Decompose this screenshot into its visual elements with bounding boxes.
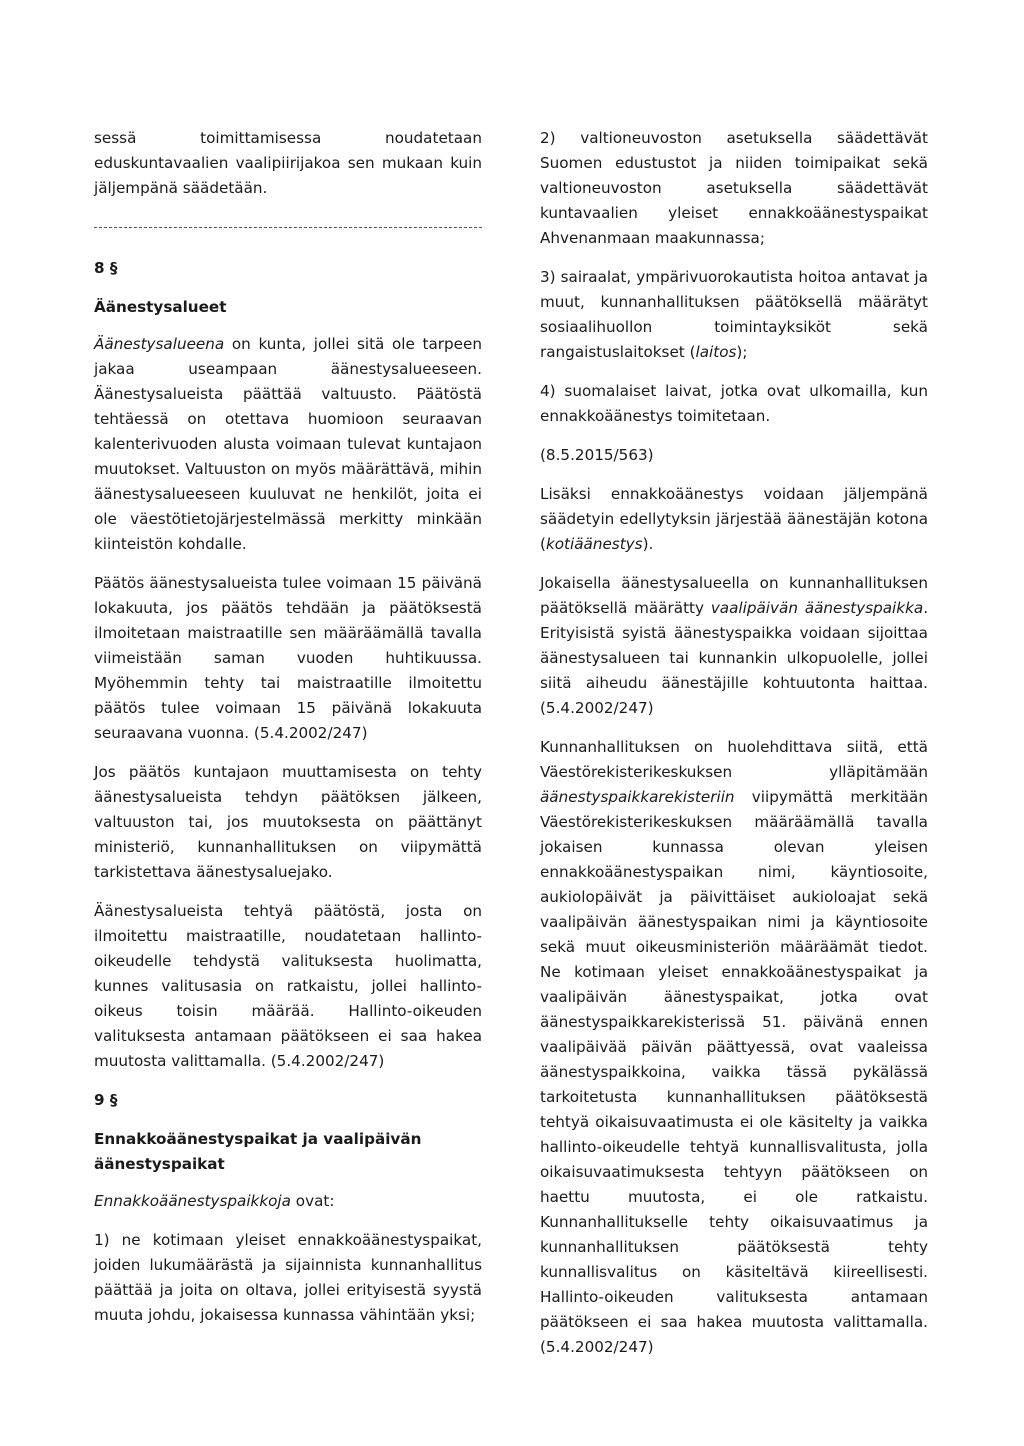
section-8-paragraph-4: Äänestysalueista tehtyä päätöstä, josta on ilmoitettu maistraatille, noudatetaan hallinto-oikeudelle tehdystä valituksesta huolimatta, kunnes valitusasia on ratkaistu, jollei hallinto-oikeus toisin määrää. Hallinto-oikeuden valituksesta antamaan päätökseen ei saa hakea muutosta valittamalla. (5.4.2002/247): [94, 902, 482, 1070]
register-paragraph: [540, 735, 928, 1360]
section-8-paragraph-2: Päätös äänestysalueista tulee voimaan 15 päivänä lokakuuta, jos päätös tehdään ja päätöksestä ilmoitetaan maistraatille sen määräämällä tavalla viimeistään saman vuoden huhtikuussa. Myöhemmin tehty tai maistraatille ilmoitettu päätös tulee voimaan 15 päivänä lokakuuta seuraavana vuonna. (5.4.2002/247): [94, 574, 482, 742]
section-8-paragraph-1-text: on kunta, jollei sitä ole tarpeen jakaa useampaan äänestysalueeseen. Äänestysalueista päättää valtuusto. Päätöstä tehtäessä on otettava huomioon seuraavan kalenterivuoden alusta voimaan tulevat kuntajaon muutokset. Valtuuston on myös määrättävä, mihin äänestysalueeseen kuuluvat ne henkilöt, joita ei ole väestötietojärjestelmässä merkitty minkään kiinteistön kohdalle.: [94, 335, 482, 553]
register-text: Kunnanhallituksen on huolehdittava siitä, että Väestörekisterikeskuksen ylläpitämään: [540, 738, 928, 781]
intro-paragraph: sessä toimittamisessa noudatetaan eduskuntavaalien vaalipiirijakoa sen mukaan kuin jäljempänä säädetään.: [94, 129, 482, 197]
left-column: [94, 126, 482, 1342]
term-aanestysalueena: Äänestysalueena: [94, 335, 225, 353]
section-9-item-4: 4) suomalaiset laivat, jotka ovat ulkomailla, kun ennakkoäänestys toimitetaan.: [540, 382, 928, 425]
term-aanestyspaikkarekisteriin: äänestyspaikkarekisteriin: [540, 788, 735, 806]
right-column: [540, 126, 928, 1374]
home-voting-end: ).: [642, 535, 654, 553]
section-9-item-3: [540, 265, 928, 365]
section-9-intro-text: ovat:: [290, 1192, 335, 1210]
polling-place-paragraph: [540, 571, 928, 721]
term-vaalipaivan-aanestyspaikka: vaalipäivän äänestyspaikka: [710, 599, 924, 617]
section-9-item-1: 1) ne kotimaan yleiset ennakkoäänestyspaikat, joiden lukumäärästä ja sijainnista kunnanhallitus päättää ja joita on oltava, jollei erityisestä syystä muuta johdu, jokaisessa kunnassa vähintään yksi;: [94, 1231, 482, 1324]
home-voting-text: Lisäksi ennakkoäänestys voidaan jäljempänä säädetyin edellytyksin järjestää äänestäjän kotona (: [540, 485, 928, 553]
home-voting-paragraph: [540, 482, 928, 557]
polling-place-text: Jokaisella äänestysalueella on kunnanhallituksen päätöksellä määrätty: [540, 574, 928, 617]
term-kotiaanestys: kotiäänestys: [545, 535, 643, 553]
section-divider: [94, 227, 482, 228]
term-ennakkoaanestyspaikkoja: Ennakkoäänestyspaikkoja: [94, 1192, 291, 1210]
register-rest: viipymättä merkitään Väestörekisterikeskuksen määräämällä tavalla jokaisen kunnassa olevan yleisen ennakkoäänestyspaikan nimi, käyntiosoite, aukiolopäivät ja päivittäiset aukioloajat sekä vaalipäivän äänestyspaikan nimi ja käyntiosoite sekä muut oikeusministeriön määräämät tiedot. Ne kotimaan yleiset ennakkoäänestyspaikat ja vaalipäivän äänestyspaikat, jotka ovat äänestyspaikkarekisterissä 51. päivänä ennen vaalipäivää päivän päättyessä, ovat vaaleissa äänestyspaikkoina, vaikka tässä pykälässä tarkoitetusta kunnanhallituksen päätöksestä tehtyä oikaisuvaatimusta ei ole käsitelty ja vaikka hallinto-oikeudelle tehtyä kunnallisvalitusta, jolla oikaisuvaatimuksesta tehtyyn päätökseen on haettu muutosta, ei ole ratkaistu. Kunnanhallitukselle tehty oikaisuvaatimus ja kunnanhallituksen päätöksestä tehty kunnallisvalitus on käsiteltävä kiireellisesti. Hallinto-oikeuden valituksesta antamaan päätökseen ei saa hakea muutosta valittamalla. (5.4.2002/247): [540, 788, 928, 1356]
term-laitos: laitos: [695, 343, 737, 361]
amendment-reference: (8.5.2015/563): [540, 446, 654, 464]
section-9-item-2: 2) valtioneuvoston asetuksella säädettävät Suomen edustustot ja niiden toimipaikat sekä valtioneuvoston asetuksella säädettävät kuntavaalien yleiset ennakkoäänestyspaikat Ahvenanmaan maakunnassa;: [540, 129, 928, 247]
section-9-number: 9 §: [94, 1091, 118, 1109]
item-3-end: );: [736, 343, 748, 361]
section-8-title: Äänestysalueet: [94, 298, 227, 316]
section-9-intro: [94, 1189, 482, 1214]
polling-place-rest: . Erityisistä syistä äänestyspaikka voidaan sijoittaa äänestysalueen tai kunnankin ulkopuolelle, jollei siitä aiheudu äänestäjille kohtuutonta haittaa. (5.4.2002/247): [540, 599, 929, 717]
section-8-number: 8 §: [94, 259, 118, 277]
section-8-paragraph-1: [94, 332, 482, 557]
section-9-title: Ennakkoäänestyspaikat ja vaalipäivän äänestyspaikat: [94, 1130, 422, 1173]
section-8-paragraph-3: Jos päätös kuntajaon muuttamisesta on tehty äänestysalueista tehdyn päätöksen jälkeen, valtuuston tai, jos muutoksesta on päättänyt ministeriö, kunnanhallituksen on viipymättä tarkistettava äänestysaluejako.: [94, 763, 482, 881]
item-3-text: 3) sairaalat, ympärivuorokautista hoitoa antavat ja muut, kunnanhallituksen päätöksellä määrätyt sosiaalihuollon toimintayksiköt sekä rangaistuslaitokset (: [540, 268, 928, 361]
